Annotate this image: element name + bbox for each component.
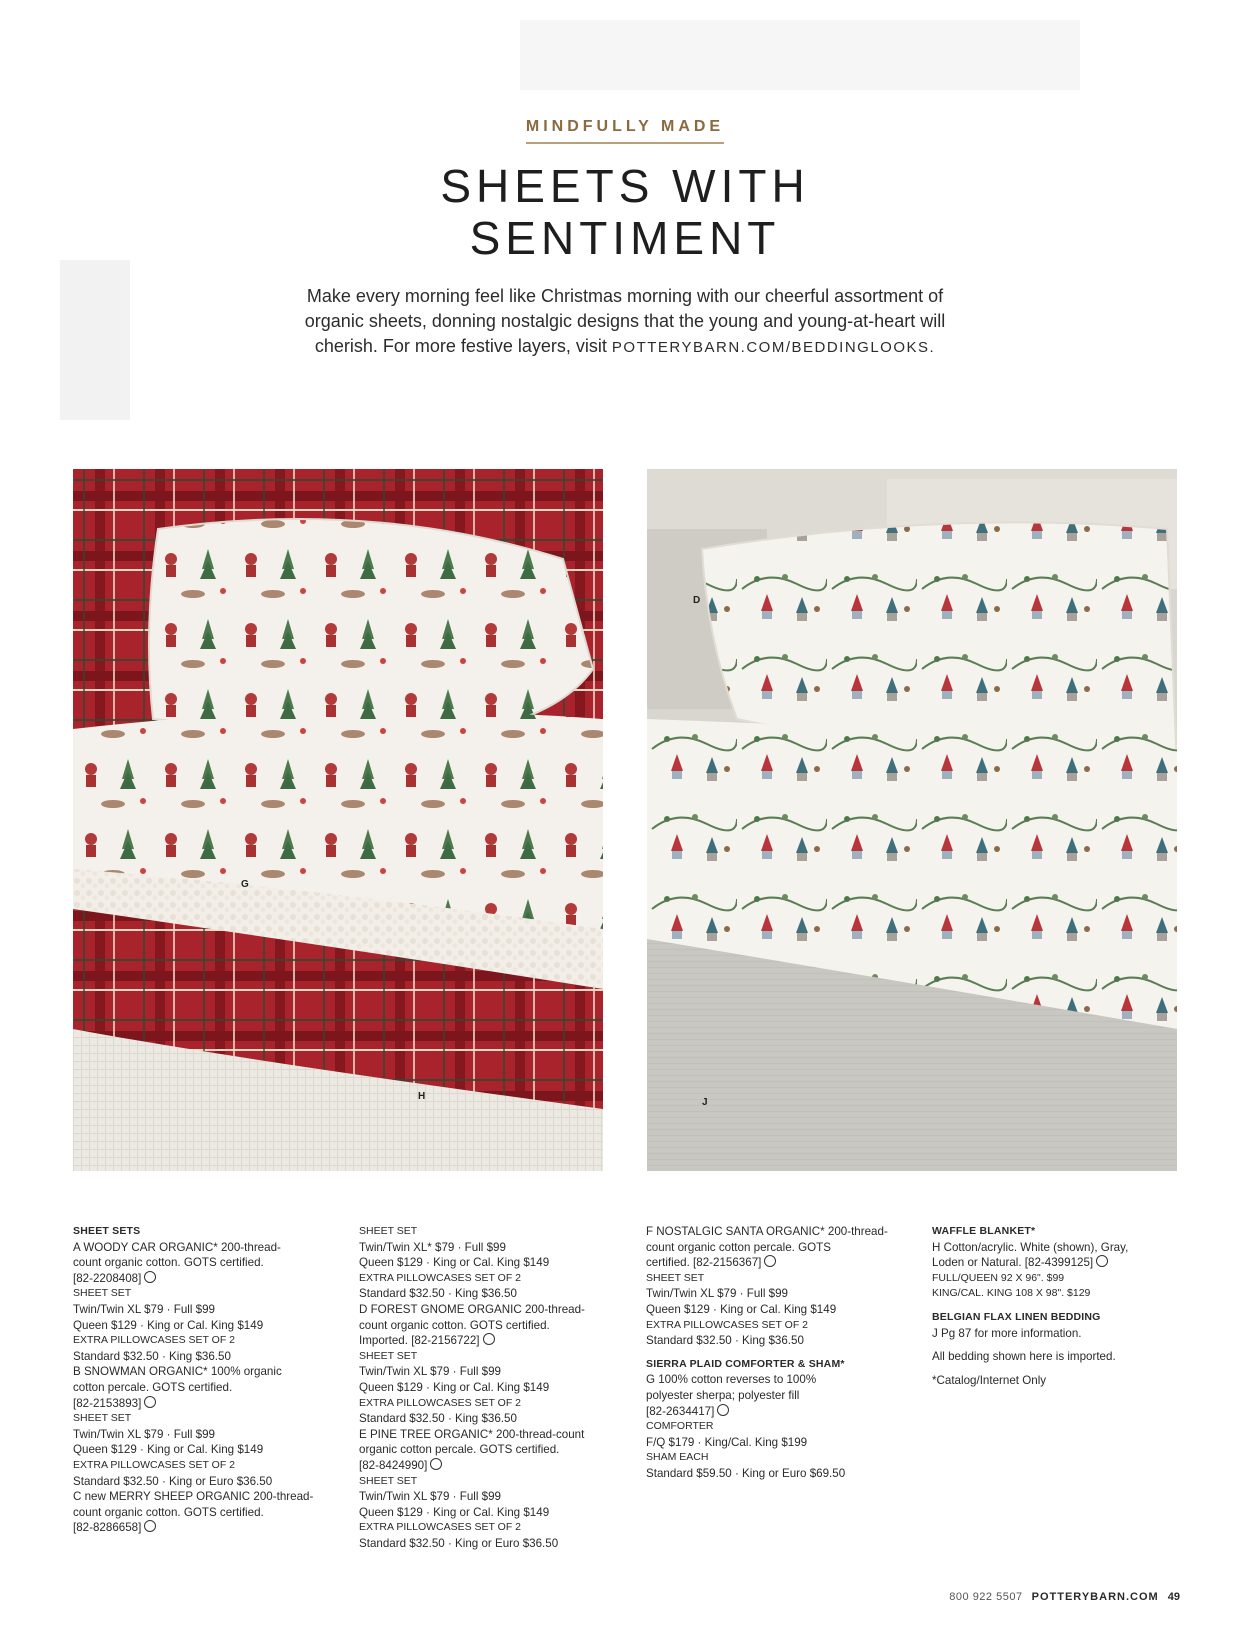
- photo-tag-d: D: [693, 595, 701, 606]
- price-line: Standard $32.50 · King $36.50: [73, 1349, 231, 1363]
- intro-url-link[interactable]: POTTERYBARN.COM/BEDDINGLOOKS.: [611, 339, 936, 356]
- photo-tag-h: H: [418, 1091, 426, 1102]
- product-h-sku: Loden or Natural. [82-4399125]: [932, 1255, 1182, 1271]
- product-d-desc: count organic cotton. GOTS certified.: [359, 1318, 550, 1332]
- product-column-3: [646, 1224, 896, 1482]
- bleed-through-left: [60, 260, 130, 420]
- price-line: Twin/Twin XL* $79 · Full $99: [359, 1240, 506, 1254]
- organic-cotton-icon: [144, 1271, 156, 1283]
- product-column-2: [359, 1224, 609, 1551]
- product-b-title: B SNOWMAN ORGANIC* 100% organic: [73, 1365, 282, 1379]
- photo-gnome-bedding: [647, 469, 1177, 1171]
- page-footer: [949, 1591, 1180, 1603]
- product-c-desc: count organic cotton. GOTS certified.: [73, 1505, 264, 1519]
- sheet-set-label: SHEET SET: [359, 1349, 418, 1362]
- bleed-through-top: [520, 20, 1080, 90]
- product-d-sku: Imported. [82-2156722]: [359, 1333, 609, 1349]
- product-b-sku: [82-2153893]: [73, 1396, 323, 1412]
- web-only-icon: [717, 1404, 729, 1416]
- product-c-sku: [82-8286658]: [73, 1520, 323, 1536]
- pillowcases-label: EXTRA PILLOWCASES SET OF 2: [359, 1271, 522, 1284]
- product-h-title: H Cotton/acrylic. White (shown), Gray,: [932, 1240, 1129, 1254]
- section-heading-waffle-blanket: WAFFLE BLANKET*: [932, 1225, 1036, 1237]
- price-line: Twin/Twin XL $79 · Full $99: [359, 1365, 501, 1379]
- sheet-set-label: SHEET SET: [359, 1225, 418, 1237]
- product-g-desc: polyester sherpa; polyester fill: [646, 1388, 800, 1402]
- sheet-set-label: SHEET SET: [73, 1287, 132, 1300]
- price-line: Twin/Twin XL $79 · Full $99: [73, 1302, 215, 1316]
- organic-cotton-icon: [764, 1255, 776, 1267]
- title-line-2: SENTIMENT: [469, 212, 781, 264]
- price-line: Queen $129 · King or Cal. King $149: [359, 1380, 550, 1394]
- page-title: [0, 160, 1250, 264]
- price-line: Queen $129 · King or Cal. King $149: [646, 1302, 837, 1316]
- spacer: [932, 1341, 1182, 1349]
- price-line: Standard $32.50 · King $36.50: [359, 1287, 517, 1301]
- price-line: Standard $32.50 · King $36.50: [359, 1412, 517, 1426]
- price-line: Queen $129 · King or Cal. King $149: [359, 1505, 550, 1519]
- product-a-sku: [82-2208408]: [73, 1271, 323, 1287]
- catalog-note: *Catalog/Internet Only: [932, 1373, 1047, 1387]
- organic-cotton-icon: [144, 1520, 156, 1532]
- product-e-title: E PINE TREE ORGANIC* 200-thread-count: [359, 1427, 585, 1441]
- pillowcases-label: EXTRA PILLOWCASES SET OF 2: [359, 1521, 522, 1534]
- eyebrow: [0, 118, 1250, 144]
- product-c-title: C new MERRY SHEEP ORGANIC 200-thread-: [73, 1490, 314, 1504]
- organic-cotton-icon: [483, 1333, 495, 1345]
- page-number: 49: [1167, 1591, 1180, 1603]
- photo-tag-g: G: [241, 879, 249, 890]
- product-e-desc: organic cotton percale. GOTS certified.: [359, 1443, 560, 1457]
- imported-note: All bedding shown here is imported.: [932, 1350, 1116, 1364]
- product-b-desc: cotton percale. GOTS certified.: [73, 1380, 233, 1394]
- price-line: Queen $129 · King or Cal. King $149: [359, 1256, 550, 1270]
- sheet-set-label: SHEET SET: [73, 1412, 132, 1425]
- intro-paragraph: [300, 284, 950, 360]
- product-e-sku: [82-8424990]: [359, 1458, 609, 1474]
- price-line: Standard $59.50 · King or Euro $69.50: [646, 1466, 846, 1480]
- product-g-sku: [82-2634417]: [646, 1404, 896, 1420]
- organic-cotton-icon: [144, 1396, 156, 1408]
- sheet-set-label: SHEET SET: [359, 1474, 418, 1487]
- product-column-4: [932, 1224, 1182, 1388]
- organic-cotton-icon: [430, 1458, 442, 1470]
- product-a-title: A WOODY CAR ORGANIC* 200-thread-: [73, 1240, 281, 1254]
- spacer: [932, 1302, 1182, 1310]
- product-d-title: D FOREST GNOME ORGANIC 200-thread-: [359, 1302, 585, 1316]
- eyebrow-text: MINDFULLY MADE: [526, 118, 724, 144]
- intro-text: Make every morning feel like Christmas morning with our cheerful assortment of organic sheets, donning nostalgic designs that the young and young-at-heart will cherish. For more festive layers, visit: [304, 286, 946, 356]
- photo-santa-bedding: [73, 469, 603, 1171]
- price-line: Twin/Twin XL $79 · Full $99: [646, 1287, 788, 1301]
- gnome-bedding-illustration: [647, 469, 1177, 1171]
- price-line: Queen $129 · King or Cal. King $149: [73, 1318, 264, 1332]
- comforter-label: COMFORTER: [646, 1420, 714, 1433]
- section-heading-belgian-flax: BELGIAN FLAX LINEN BEDDING: [932, 1310, 1101, 1323]
- product-f-title: F NOSTALGIC SANTA ORGANIC* 200-thread-: [646, 1225, 888, 1238]
- product-g-title: G 100% cotton reverses to 100%: [646, 1373, 817, 1387]
- price-line: Queen $129 · King or Cal. King $149: [73, 1443, 264, 1457]
- price-line: Twin/Twin XL $79 · Full $99: [73, 1427, 215, 1441]
- sham-label: SHAM EACH: [646, 1451, 709, 1464]
- product-f-desc: count organic cotton percale. GOTS: [646, 1240, 831, 1254]
- site-link[interactable]: POTTERYBARN.COM: [1031, 1591, 1159, 1603]
- product-column-1: [73, 1224, 323, 1536]
- section-heading-sierra-plaid: SIERRA PLAID COMFORTER & SHAM*: [646, 1357, 845, 1370]
- pillowcases-label: EXTRA PILLOWCASES SET OF 2: [73, 1458, 236, 1471]
- product-f-sku: certified. [82-2156367]: [646, 1255, 896, 1271]
- spacer: [646, 1349, 896, 1357]
- product-a-desc: count organic cotton. GOTS certified.: [73, 1256, 264, 1270]
- price-line: F/Q $179 · King/Cal. King $199: [646, 1435, 808, 1449]
- spacer: [932, 1365, 1182, 1373]
- price-line: Standard $32.50 · King $36.50: [646, 1334, 804, 1348]
- price-line: FULL/QUEEN 92 X 96". $99: [932, 1271, 1065, 1284]
- pillowcases-label: EXTRA PILLOWCASES SET OF 2: [73, 1334, 236, 1347]
- title-line-1: SHEETS WITH: [440, 160, 810, 212]
- web-only-icon: [1096, 1255, 1108, 1267]
- phone-number: 800 922 5507: [949, 1591, 1023, 1603]
- sheet-set-label: SHEET SET: [646, 1271, 705, 1284]
- price-line: Standard $32.50 · King or Euro $36.50: [359, 1536, 559, 1550]
- price-line: Twin/Twin XL $79 · Full $99: [359, 1490, 501, 1504]
- pillowcases-label: EXTRA PILLOWCASES SET OF 2: [646, 1318, 809, 1331]
- section-heading-sheet-sets: SHEET SETS: [73, 1225, 141, 1237]
- product-j-desc: J Pg 87 for more information.: [932, 1326, 1082, 1340]
- santa-bedding-illustration: [73, 469, 603, 1171]
- price-line: Standard $32.50 · King or Euro $36.50: [73, 1474, 273, 1488]
- price-line: KING/CAL. KING 108 X 98". $129: [932, 1287, 1091, 1300]
- pillowcases-label: EXTRA PILLOWCASES SET OF 2: [359, 1396, 522, 1409]
- photo-tag-j: J: [702, 1097, 708, 1108]
